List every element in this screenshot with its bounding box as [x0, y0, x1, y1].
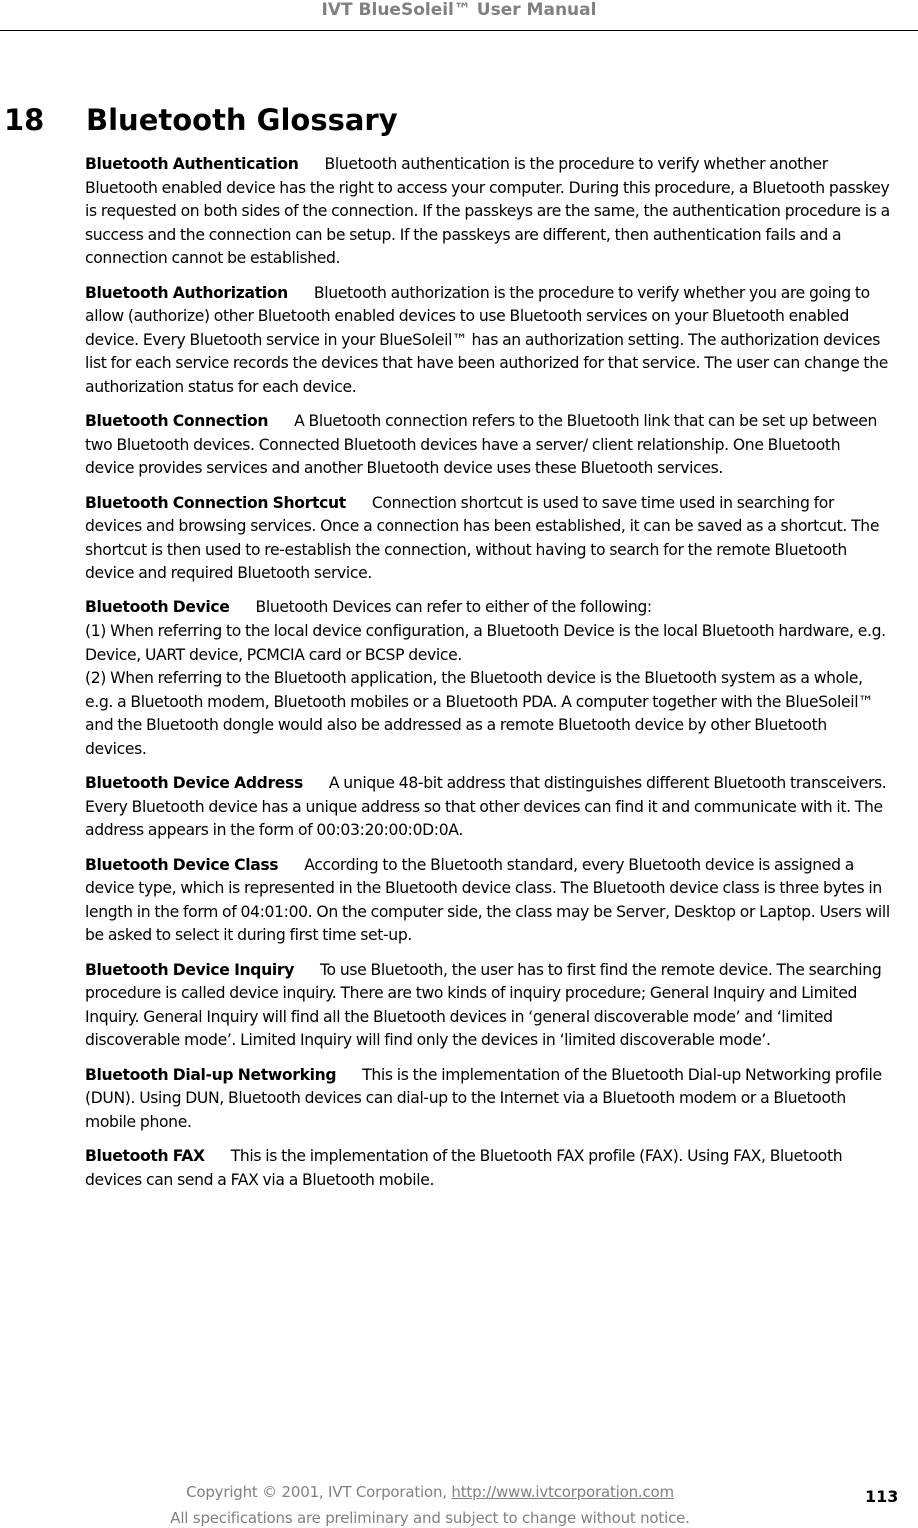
glossary-entry-fax	[85, 1145, 890, 1192]
glossary-entry-device-address	[85, 772, 890, 843]
glossary-definition: Bluetooth Devices can refer to either of the following:	[255, 598, 652, 617]
footer-notice: All specifications are preliminary and subject to change without notice.	[170, 1509, 690, 1527]
glossary-term: Bluetooth Device Class	[85, 855, 279, 874]
glossary-term: Bluetooth Connection Shortcut	[85, 493, 346, 512]
glossary-term: Bluetooth Dial-up Networking	[85, 1065, 337, 1084]
chapter-title-text: Bluetooth Glossary	[86, 103, 398, 137]
page-number: 113	[865, 1487, 899, 1506]
header-divider	[0, 30, 918, 31]
glossary-term: Bluetooth FAX	[85, 1146, 205, 1165]
chapter-number: 18	[4, 103, 45, 137]
glossary-entry-authorization	[85, 282, 890, 400]
chapter-title	[4, 100, 398, 140]
glossary-term: Bluetooth Authentication	[85, 155, 299, 173]
glossary-entry-device-class	[85, 854, 890, 948]
glossary-term: Bluetooth Connection	[85, 412, 269, 431]
footer-copyright	[0, 1482, 860, 1502]
glossary-definition: This is the implementation of the Bluetooth FAX profile (FAX). Using FAX, Bluetooth devices can send a FAX via a Bluetooth mobile.	[85, 1146, 843, 1189]
glossary-definition: Bluetooth authentication is the procedure to verify whether another Bluetooth enabled device has the right to access your computer. During this procedure, a Bluetooth passkey is requested on both sides of the connection. If the passkeys are the same, the authentication procedure is a success and the connection can be setup. If the passkeys are different, then authentication fails and a connection cannot be established.	[85, 155, 890, 268]
glossary-definition: To use Bluetooth, the user has to first find the remote device. The searching procedure is called device inquiry. There are two kinds of inquiry procedure; General Inquiry and Limited Inquiry. General Inquiry will find all the Bluetooth devices in ‘general discoverable mode’ and ‘limited discoverable mode’. Limited Inquiry will find only the devices in ‘limited discoverable mode’.	[85, 960, 882, 1050]
glossary-entry-device-inquiry	[85, 959, 890, 1053]
glossary-entry-authentication	[85, 153, 890, 271]
glossary-definition-item-2: (2) When referring to the Bluetooth application, the Bluetooth device is the Bluetooth system as a whole, e.g. a Bluetooth modem, Bluetooth mobiles or a Bluetooth PDA. A computer together with the BlueSoleil™ and the Bluetooth dongle would also be addressed as a remote Bluetooth device by other Bluetooth devices.	[85, 669, 874, 759]
glossary-entry-connection-shortcut	[85, 492, 890, 586]
glossary-term: Bluetooth Device	[85, 598, 230, 617]
copyright-text: Copyright © 2001, IVT Corporation,	[186, 1483, 452, 1501]
running-header: IVT BlueSoleil™ User Manual	[321, 0, 597, 20]
glossary-term: Bluetooth Authorization	[85, 283, 288, 302]
glossary-definition: According to the Bluetooth standard, every Bluetooth device is assigned a device type, which is represented in the Bluetooth device class. The Bluetooth device class is three bytes in length in the form of 04:01:00. On the computer side, the class may be Server, Desktop or Laptop. Users will be asked to select it during first time set-up.	[85, 855, 890, 945]
glossary-definition: Connection shortcut is used to save time used in searching for devices and browsing services. Once a connection has been established, it can be saved as a shortcut. The shortcut is then used to re-establish the connection, without having to search for the remote Bluetooth device and required Bluetooth service.	[85, 493, 880, 583]
glossary-list	[85, 153, 890, 1203]
glossary-entry-connection	[85, 410, 890, 481]
glossary-term: Bluetooth Device Address	[85, 774, 303, 793]
ivt-website-link[interactable]: http://www.ivtcorporation.com	[451, 1483, 674, 1501]
glossary-definition: This is the implementation of the Bluetooth Dial-up Networking profile (DUN). Using DUN, Bluetooth devices can dial-up to the Internet via a Bluetooth modem or a Bluetooth mobile phone.	[85, 1065, 882, 1131]
glossary-entry-device	[85, 596, 890, 761]
glossary-definition: A unique 48-bit address that distinguishes different Bluetooth transceivers. Every Bluetooth device has a unique address so that other devices can find it and communicate with it. The address appears in the form of 00:03:20:00:0D:0A.	[85, 774, 887, 840]
glossary-entry-dial-up-networking	[85, 1064, 890, 1135]
glossary-definition: A Bluetooth connection refers to the Bluetooth link that can be set up between two Bluetooth devices. Connected Bluetooth devices have a server/ client relationship. One Bluetooth device provides services and another Bluetooth device uses these Bluetooth services.	[85, 412, 878, 478]
glossary-definition-item-1: (1) When referring to the local device configuration, a Bluetooth Device is the local Bluetooth hardware, e.g. Device, UART device, PCMCIA card or BCSP device.	[85, 622, 886, 664]
glossary-term: Bluetooth Device Inquiry	[85, 960, 295, 979]
glossary-definition: Bluetooth authorization is the procedure to verify whether you are going to allow (authorize) other Bluetooth enabled devices to use Bluetooth services on your Bluetooth enabled device. Every Bluetooth service in your BlueSoleil™ has an authorization setting. The authorization devices list for each service records the devices that have been authorized for that service. The user can change the authorization status for each device.	[85, 283, 888, 396]
